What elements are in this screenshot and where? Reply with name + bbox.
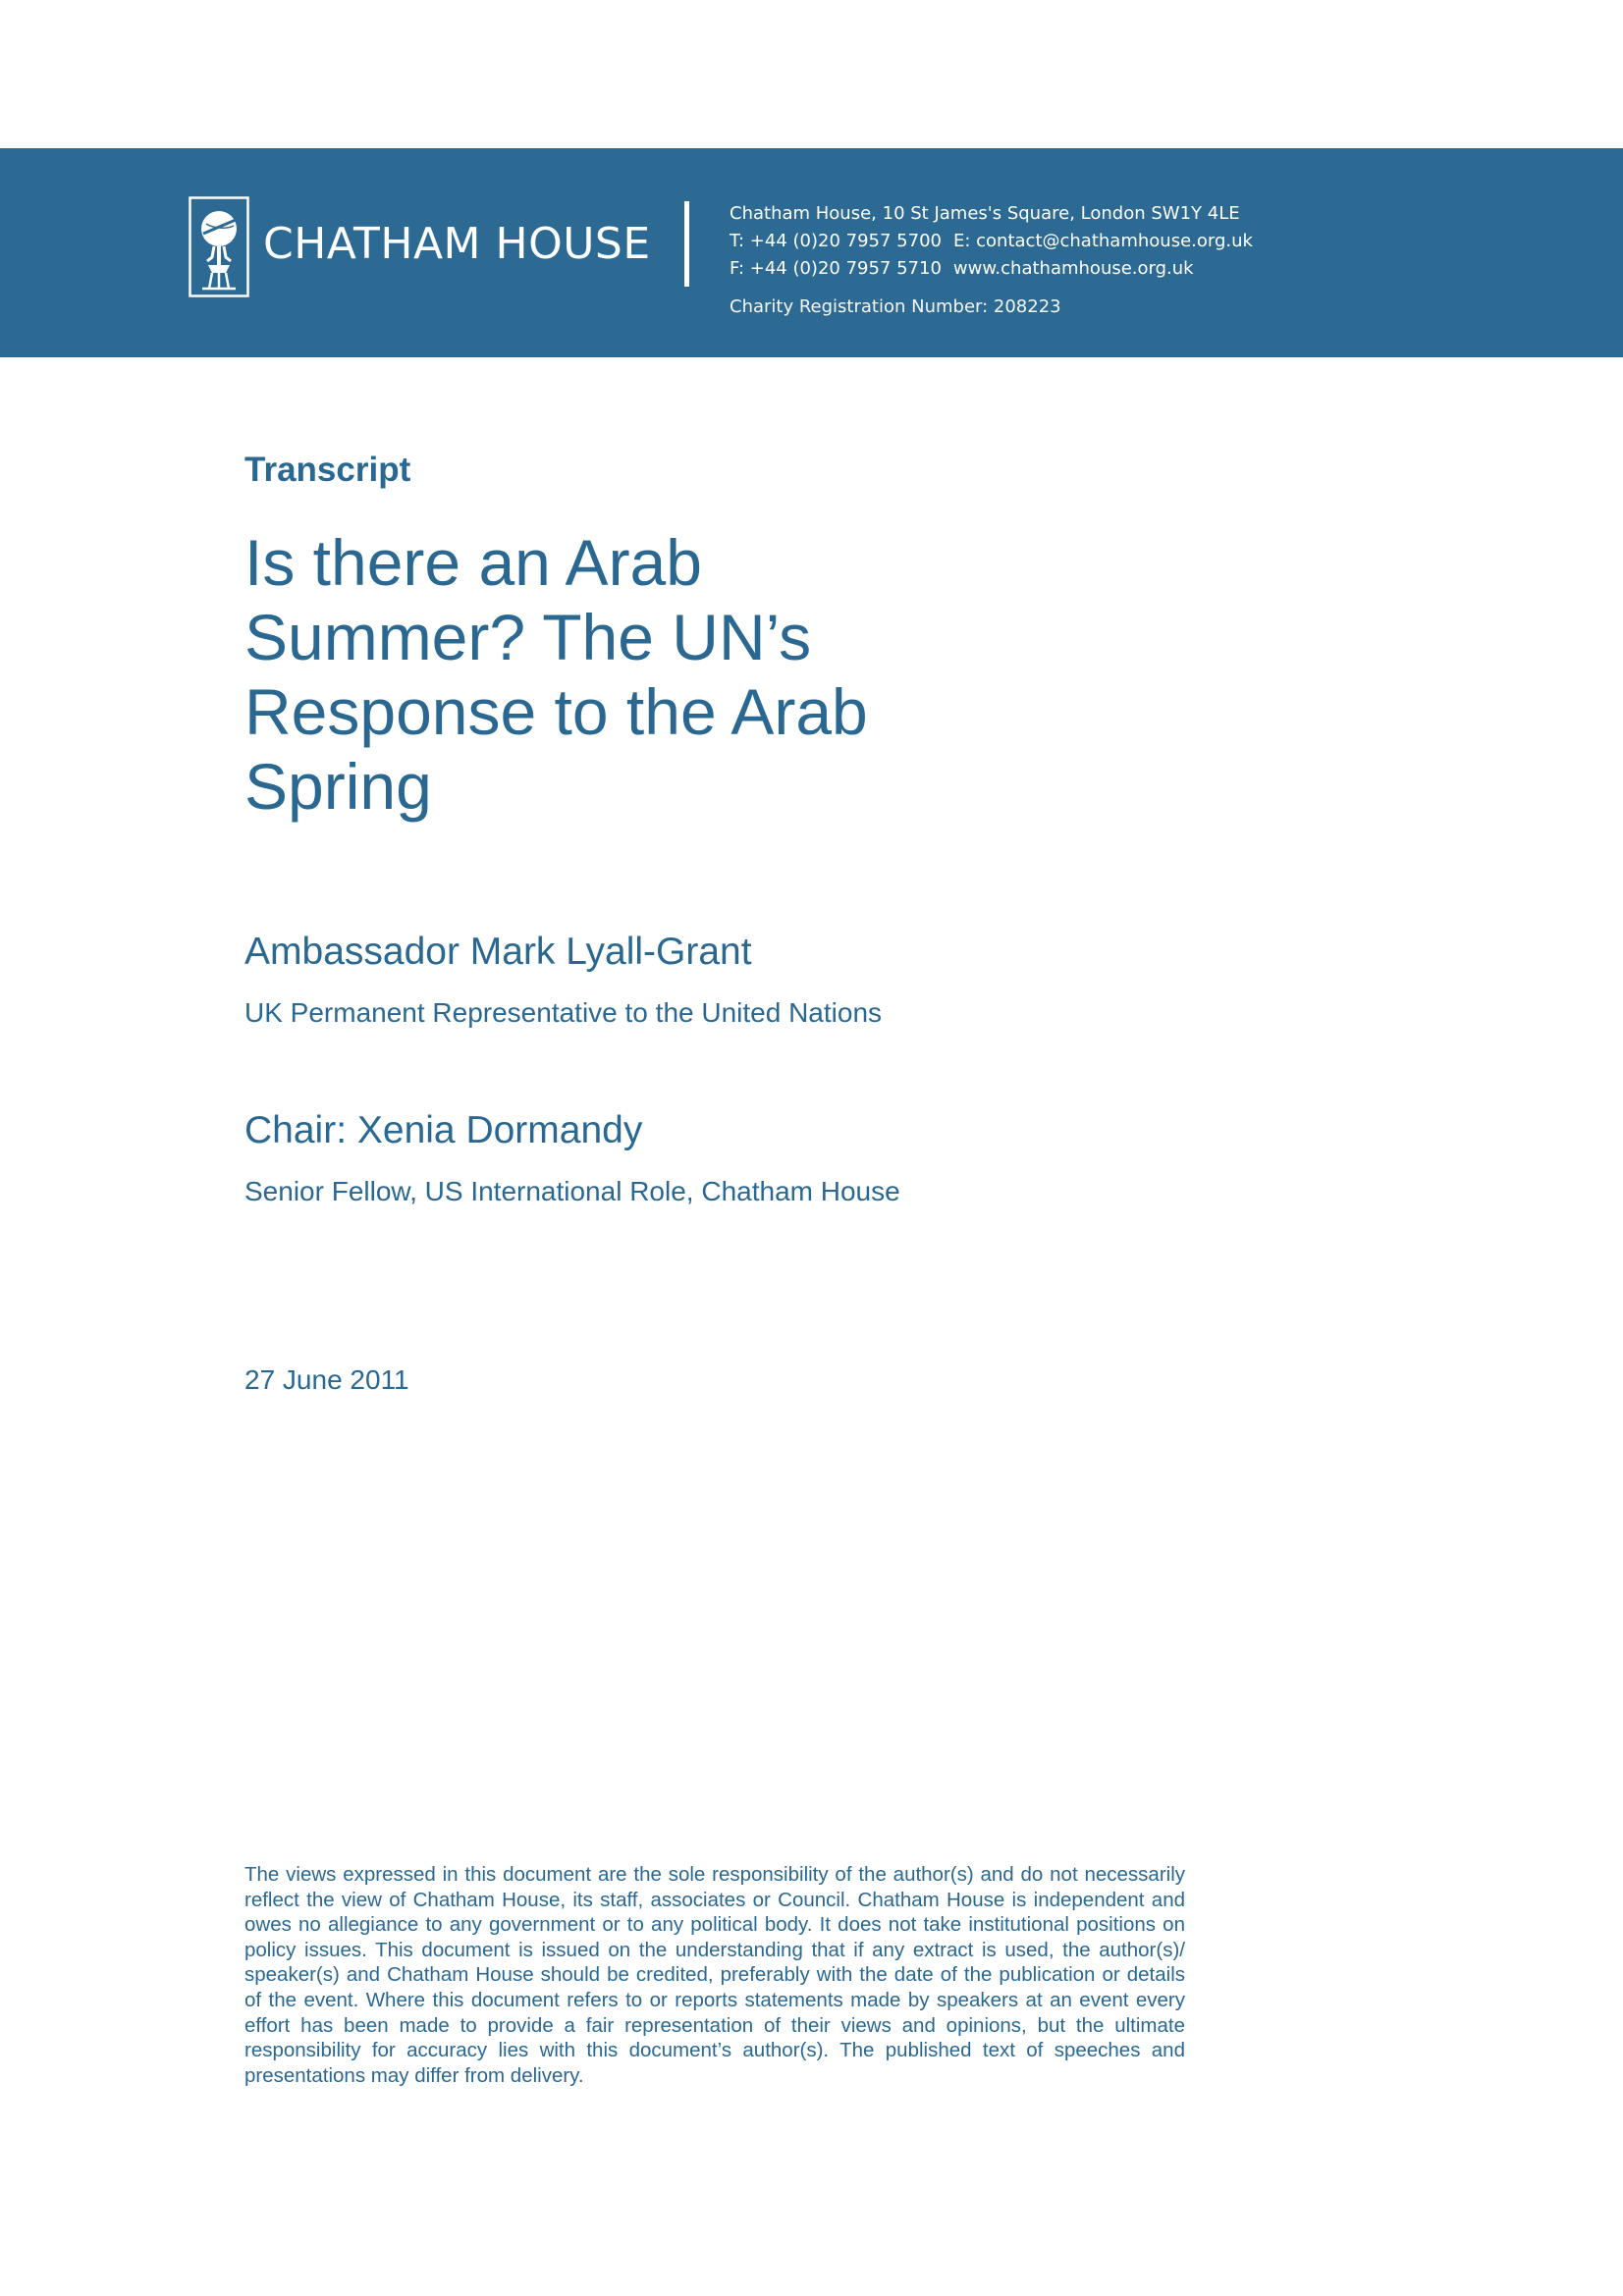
fax-web-line	[730, 255, 1253, 283]
phone-number: T: +44 (0)20 7957 5700	[730, 231, 942, 251]
chair-name: Chair: Xenia Dormandy	[244, 1109, 643, 1151]
address-street: 10 St James's Square, London SW1Y 4LE	[882, 203, 1240, 224]
chair-role: Senior Fellow, US International Role, Chatham House	[244, 1176, 900, 1206]
website-link[interactable]: www.chathamhouse.org.uk	[952, 258, 1194, 279]
fax-number: F: +44 (0)20 7957 5710	[730, 258, 942, 279]
contact-block	[730, 200, 1253, 321]
charity-registration: Charity Registration Number: 208223	[730, 296, 1061, 317]
document-type-label: Transcript	[244, 451, 411, 489]
event-date: 27 June 2011	[244, 1364, 409, 1395]
speaker-name: Ambassador Mark Lyall-Grant	[244, 931, 752, 973]
address-org: Chatham House,	[730, 203, 877, 224]
document-title: Is there an Arab Summer? The UN’s Response to the Arab Spring	[244, 526, 868, 823]
logo-wordmark: CHATHAM HOUSE	[263, 219, 651, 269]
speaker-role: UK Permanent Representative to the United Nations	[244, 997, 883, 1028]
phone-email-line	[730, 228, 1253, 255]
email-address[interactable]: E: contact@chathamhouse.org.uk	[952, 231, 1253, 251]
chatham-house-emblem-icon	[189, 196, 249, 297]
header-divider	[684, 201, 689, 287]
address-line	[730, 200, 1253, 228]
disclaimer-text: The views expressed in this document are the sole responsibility of the author(s) and do not necessarily reflect the view of Chatham House, its staff, associates or Council. Chatham House is independent and owes no allegiance to any government or to any political body. It does not take institutional positions on policy issues. This document is issued on the understanding that if any extract is used, the author(s)/ speaker(s) and Chatham House should be credited, preferably with the date of the publication or details of the event. Where this document refers to or reports statements made by speakers at an event every effort has been made to provide a fair representation of their views and opinions, but the ultimate responsibility for accuracy lies with this document’s author(s). The published text of speeches and presentations may differ from delivery.	[244, 1863, 1185, 2087]
